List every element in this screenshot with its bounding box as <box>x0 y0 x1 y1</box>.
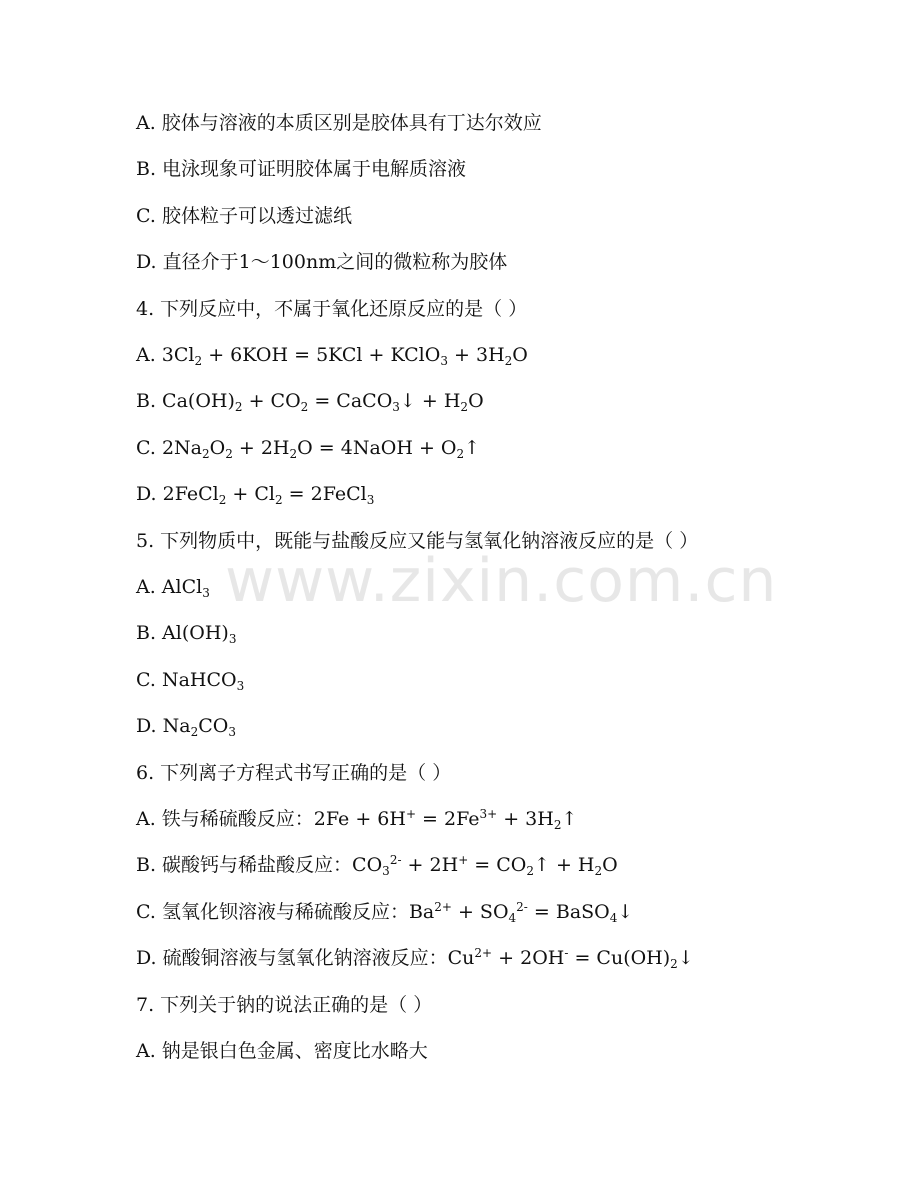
text-line-19: D. 硫酸铜溶液与氢氧化钠溶液反应：$Cu^{2+} + 2OH^-$ = $Cu(OH)_2↓$ <box>136 946 694 972</box>
text-line-11: A. AlCl$_3$ <box>136 576 210 600</box>
text-line-14: D. $Na_2CO_3$ <box>136 715 236 740</box>
text-line-6: A. $3Cl_2 + 6KOH = 5KCl$ + KClO$_3$ + $3H_2O$ <box>136 344 528 368</box>
text-line-12: B. $Al(OH)_3$ <box>136 622 237 647</box>
text-line-9: D. 2FeCl$_2$ + $Cl_2$ = 2FeCl$_3$ <box>136 483 375 508</box>
text-line-7: B. $Ca(OH)_2 + CO_2$ = CaCO$_3$↓ + $H_2O$ <box>136 390 484 415</box>
text-line-2: B. 电泳现象可证明胶体属于电解质溶液 <box>136 158 467 181</box>
text-line-21: A. 钠是银白色金属、密度比水略大 <box>136 1040 428 1062</box>
text-line-16: A. 铁与稀硫酸反应：$2Fe + 6H^+ = 2Fe^{3+}$ + $3H_2↑$ <box>136 807 578 832</box>
text-line-5: 4. 下列反应中，不属于氧化还原反应的是（ ） <box>136 297 528 320</box>
text-line-1: A. 胶体与溶液的本质区别是胶体具有丁达尔效应 <box>136 112 542 134</box>
text-line-20: 7. 下列关于钠的说法正确的是（ ） <box>136 993 433 1016</box>
text-line-18: C. 氢氧化钡溶液与稀硫酸反应：$Ba^{2+} + SO_4^{2-}$ = BaSO$_4$↓ <box>136 899 634 925</box>
watermark: www.zixin.com.cn <box>225 546 778 616</box>
text-line-8: C. $2Na_2O_2 + 2H_2O$ = 4NaOH + $O_2↑$ <box>136 436 481 461</box>
text-line-17: B. 碳酸钙与稀盐酸反应：$CO_3^{2-} + 2H^+$ = $CO_2↑ + H_2O$ <box>136 853 618 879</box>
text-line-4: D. 直径介于1～100nm之间的微粒称为胶体 <box>136 251 508 274</box>
text-line-10: 5. 下列物质中，既能与盐酸反应又能与氢氧化钠溶液反应的是（ ） <box>136 529 699 552</box>
text-line-15: 6. 下列离子方程式书写正确的是（ ） <box>136 761 452 784</box>
text-line-13: C. NaHCO$_3$ <box>136 668 245 693</box>
text-line-3: C. 胶体粒子可以透过滤纸 <box>136 204 352 227</box>
